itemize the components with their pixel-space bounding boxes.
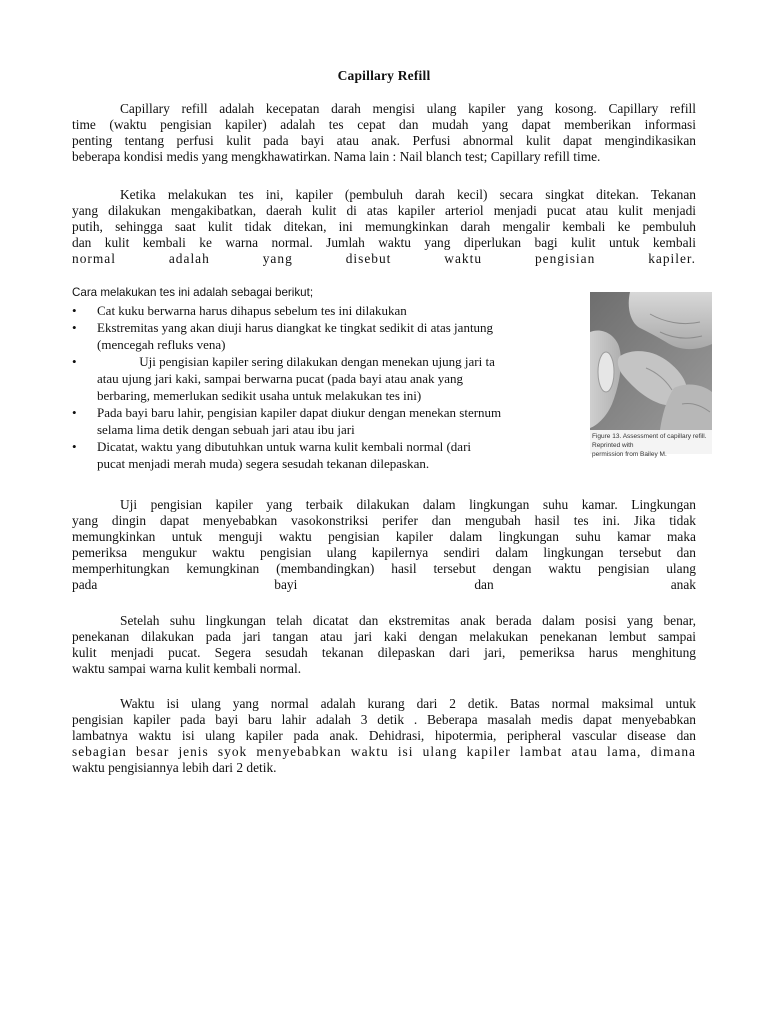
paragraph-line: penting tentang perfusi kulit pada bayi atau anak. Perfusi abnormal kulit dapat mengindikasikan [72,133,696,148]
bullet-icon: • [72,303,77,318]
paragraph-line: dan kulit kembali ke warna normal. Jumlah waktu yang diperlukan bagi kulit untuk kembali [72,235,696,250]
paragraph-line: yang dingin dapat menyebabkan vasokonstriksi perifer dan mengubah hasil tes ini. Jika tidak [72,513,696,528]
paragraph-4 [72,613,696,677]
list-item-line: Cat kuku berwarna harus dihapus sebelum tes ini dilakukan [97,303,407,318]
list-item-line: Uji pengisian kapiler sering dilakukan dengan menekan ujung jari ta [97,354,495,369]
document-title: Capillary Refill [337,68,431,83]
list-item-line: Ekstremitas yang akan diuji harus diangkat ke tingkat sedikit di atas jantung [97,320,494,335]
list-item-line: atau ujung jari kaki, sampai berwarna pucat (pada bayi atau anak yang [97,371,464,386]
bullet-icon: • [72,439,77,454]
paragraph-2 [72,187,696,267]
hand-pressing-fingertip-illustration [590,292,712,430]
list-item [72,404,592,438]
paragraph-1 [72,101,696,165]
list-item-line: berbaring, memerlukan sedikit usaha untuk melakukan tes ini) [97,388,422,403]
paragraph-3 [72,497,696,593]
capillary-refill-photo [590,292,712,430]
paragraph-line: pemeriksa mengukur waktu pengisian ulang kapilernya sendiri dalam lingkungan tersebut dan [72,545,696,560]
list-item-line: Dicatat, waktu yang dibutuhkan untuk warna kulit kembali normal (dari [97,439,472,454]
list-item [72,353,592,404]
paragraph-5 [72,696,696,776]
paragraph-line: kulit menjadi pucat. Segera sesudah tekanan dilepaskan dari jari, pemeriksa harus menghitung [72,645,696,660]
paragraph-line: penekanan dilakukan pada jari tangan atau jari kaki dengan melakukan penekanan lembut sampai [72,629,696,644]
list-item-line: pucat menjadi merah muda) segera sesudah tekanan dilepaskan. [97,456,430,471]
paragraph-line: waktu pengisiannya lebih dari 2 detik. [72,760,277,775]
figure-caption-line: Figure 13. Assessment of capillary refill. Reprinted with [592,433,707,449]
paragraph-line: putih, sehingga saat kulit tidak ditekan, ini memungkinkan darah mengalir kembali ke pembuluh [72,219,696,234]
paragraph-line: sebagian besar jenis syok menyebabkan waktu isi ulang kapiler lambat atau lama, dimana [72,744,696,759]
list-item-line: Pada bayi baru lahir, pengisian kapiler dapat diukur dengan menekan sternum [97,405,502,420]
list-item-line: (mencegah refluks vena) [97,337,226,352]
paragraph-line: lambatnya waktu isi ulang kapiler pada anak. Dehidrasi, hipotermia, peripheral vascular disease dan [72,728,696,743]
list-item-line: selama lima detik dengan sebuah jari atau ibu jari [97,422,355,437]
paragraph-line: pengisian kapiler pada bayi baru lahir adalah 3 detik . Beberapa masalah medis dapat menyebabkan [72,712,696,727]
paragraph-line: time (waktu pengisian kapiler) adalah tes cepat dan mudah yang dapat memberikan informasi [72,117,696,132]
list-item [72,438,592,472]
paragraph-line: Uji pengisian kapiler yang terbaik dilakukan dalam lingkungan suhu kamar. Lingkungan [120,497,696,512]
paragraph-line: Capillary refill adalah kecepatan darah mengisi ulang kapiler yang kosong. Capillary refill [120,101,696,116]
bullet-icon: • [72,354,77,369]
figure-caption [590,430,712,458]
bullet-icon: • [72,405,77,420]
paragraph-line: waktu sampai warna kulit kembali normal. [72,661,302,676]
list-item [72,302,592,319]
capillary-refill-figure [590,292,712,456]
paragraph-line: yang dilakukan mengakibatkan, daerah kulit di atas kapiler arteriol menjadi pucat atau kulit menjadi [72,203,696,218]
steps-intro: Cara melakukan tes ini adalah sebagai berikut; [72,286,314,299]
paragraph-line: memungkinkan untuk menguji waktu pengisian kapiler dalam lingkungan suhu kamar maka [72,529,696,544]
steps-list [72,302,592,472]
paragraph-line: beberapa kondisi medis yang mengkhawatirkan. Nama lain : Nail blanch test; Capillary refill time. [72,149,601,164]
figure-caption-line: permission from Bailey M. [592,451,667,458]
bullet-icon: • [72,320,77,335]
paragraph-line: Setelah suhu lingkungan telah dicatat dan ekstremitas anak berada dalam posisi yang benar, [120,613,696,628]
paragraph-line: pada bayi dan anak [72,577,696,592]
paragraph-line: normal adalah yang disebut waktu pengisian kapiler. [72,251,696,266]
paragraph-line: memperhitungkan kemungkinan (membandingkan) hasil tersebut dengan waktu pengisian ulang [72,561,696,576]
list-item [72,319,592,353]
paragraph-line: Ketika melakukan tes ini, kapiler (pembuluh darah kecil) secara singkat ditekan. Tekanan [120,187,696,202]
paragraph-line: Waktu isi ulang yang normal adalah kurang dari 2 detik. Batas normal maksimal untuk [120,696,696,711]
